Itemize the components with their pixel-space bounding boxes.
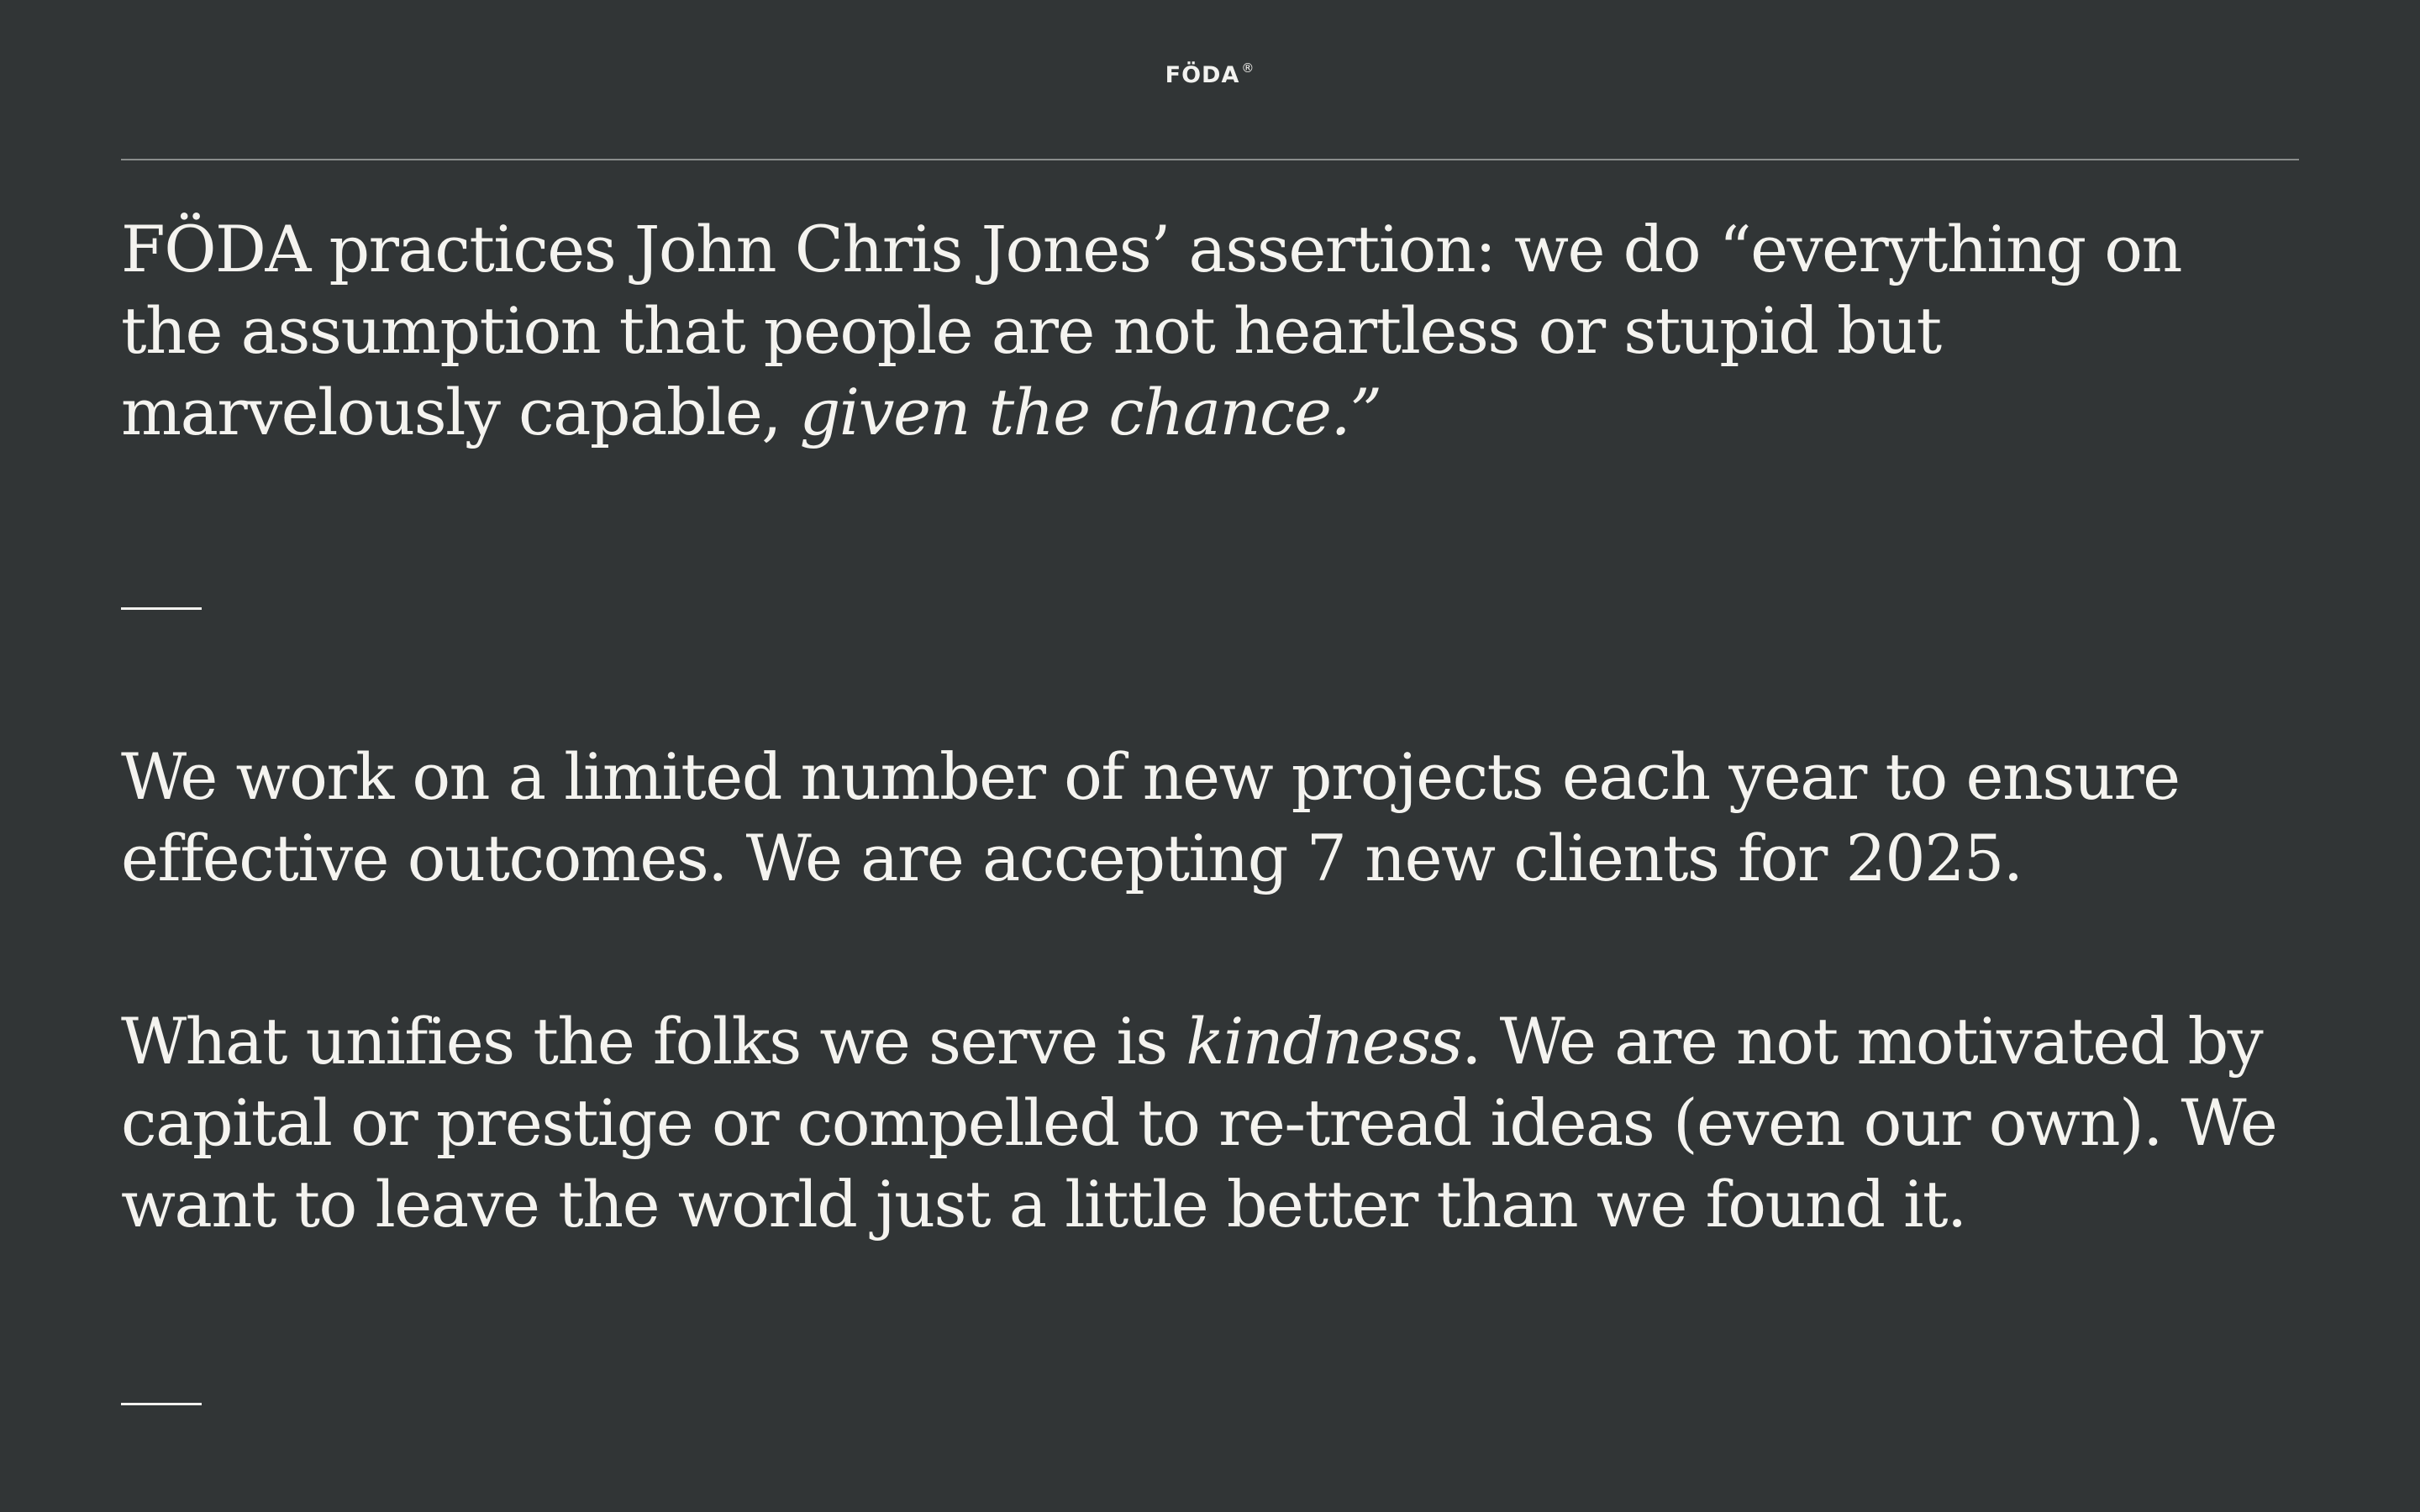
registered-mark: ® [1241, 60, 1255, 76]
values-text-after: . We are not motivated by capital or prestige or compelled to re-tread ideas (even our own). We want to leave the world just a little better than we found it. [121, 1004, 2277, 1242]
intro-text: FÖDA practices John Chris Jones’ assertion: we do “everything on the assumption that people are not heartless or stupid but marvelously capable, [121, 212, 2182, 449]
header-divider [121, 159, 2299, 160]
values-paragraph [121, 1000, 2299, 1245]
logo-text: FÖDA [1165, 62, 1240, 88]
main-content [121, 208, 2299, 1405]
intro-emphasis: given the chance.” [799, 375, 1381, 449]
intro-paragraph [121, 208, 2299, 453]
section-divider [121, 1403, 202, 1405]
values-text: What unifies the folks we serve is [121, 1004, 1186, 1079]
capacity-paragraph: We work on a limited number of new projects each year to ensure effective outcomes. We are accepting 7 new clients for 2025. [121, 739, 2180, 895]
logo[interactable] [0, 62, 2420, 88]
values-emphasis: kindness [1186, 1004, 1462, 1079]
section-divider [121, 607, 202, 610]
site-header [0, 0, 2420, 160]
